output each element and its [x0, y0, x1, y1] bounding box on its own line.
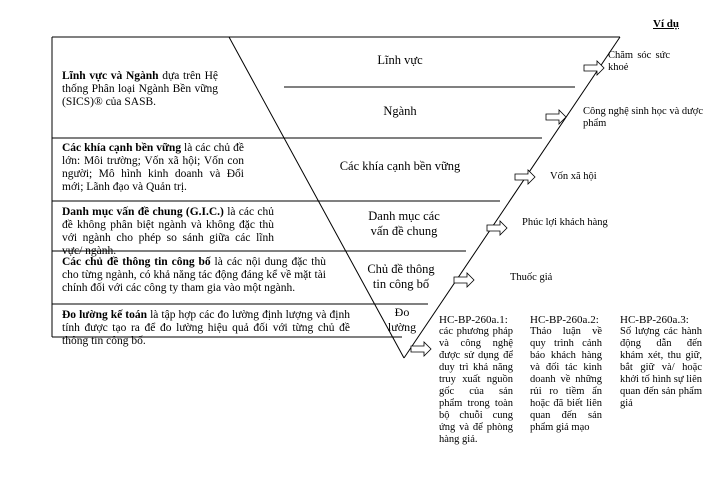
- metric-3-code: HC-BP-260a.3:: [620, 314, 689, 326]
- level-metrics: Đo lường: [387, 305, 417, 334]
- example-disclosure-topic: Thuốc giả: [510, 272, 553, 283]
- metric-2-code: HC-BP-260a.2:: [530, 314, 599, 326]
- level-sustainability-dimensions: Các khía cạnh bền vững: [339, 159, 461, 173]
- desc-sustainability-dimensions-bold: Các khía cạnh bền vững: [62, 142, 182, 154]
- desc-sector-industry-text: dựa trên Hệ thống Phân loại Ngành Bền vững (SICS)® của SASB.: [62, 70, 218, 108]
- metric-3: [620, 314, 702, 410]
- arrow-5: [454, 273, 474, 287]
- desc-accounting-metrics-text: là tập hợp các đo lường định lượng và định tính được tạo ra để đo lường hiệu quả đối với từng chủ đề thông tin công bố.: [62, 309, 350, 347]
- arrow-1: [584, 61, 604, 75]
- level-disclosure-topics: Chủ đề thông tin công bố: [367, 262, 435, 291]
- metric-1-code: HC-BP-260a.1:: [439, 314, 508, 326]
- desc-general-issues-text: là các chủ đề không phân biệt ngành và không đặc thù với ngành cho phép so sánh giữa các lĩnh vực/ ngành.: [62, 206, 275, 257]
- desc-general-issues: [62, 206, 274, 258]
- desc-sustainability-dimensions-text: là các chủ đề lớn: Môi trường; Vốn xã hội; Vốn con người; Mô hình kinh doanh và Đổi mới; Lãnh đạo và Quản trị.: [62, 142, 244, 193]
- metric-1: [439, 314, 513, 446]
- example-industry: Công nghệ sinh học và dược phẩm: [583, 106, 704, 129]
- example-general-issue: Phúc lợi khách hàng: [522, 217, 608, 228]
- example-sustainability-dimension: Vốn xã hội: [550, 171, 597, 182]
- desc-accounting-metrics: [62, 309, 350, 348]
- desc-disclosure-topics-text: là các nội dung đặc thù cho từng ngành, có khả năng tác động đáng kể về mặt tài chính đối với các công ty tham gia vào một ngành.: [62, 256, 326, 294]
- desc-sector-industry-bold: Lĩnh vực và Ngành: [62, 70, 159, 82]
- desc-disclosure-topics: [62, 256, 326, 295]
- desc-general-issues-bold: Danh mục vấn đề chung (G.I.C.): [62, 206, 224, 218]
- example-header: Ví dụ: [653, 18, 679, 30]
- metric-1-text: các phương pháp và công nghệ được sử dụng để duy trì khả năng truy xuất nguồn gốc của sản phẩm trong toàn bộ chuỗi cung ứng và để phòng hàng giả.: [439, 326, 513, 445]
- desc-accounting-metrics-bold: Đo lường kế toán: [62, 309, 148, 321]
- desc-sector-industry: [62, 70, 218, 109]
- level-industry: Ngành: [383, 104, 417, 118]
- metric-2-text: Thảo luận về quy trình cảnh báo khách hàng và đối tác kinh doanh về những rủi ro tiềm ẩn hoặc đã biết liên quan đến sản phẩm giả mạo: [530, 326, 602, 433]
- desc-disclosure-topics-bold: Các chủ đề thông tin công bố: [62, 256, 211, 268]
- level-sector: Lĩnh vực: [377, 53, 423, 67]
- arrow-3: [515, 170, 535, 184]
- level-general-issues: Danh mục các vấn đề chung: [368, 209, 440, 238]
- example-sector: Chăm sóc sức khoẻ: [608, 50, 670, 73]
- desc-sustainability-dimensions: [62, 142, 244, 194]
- arrow-6: [411, 342, 431, 356]
- metric-3-text: Số lượng các hành động dẫn đến khám xét, thu giữ, bắt giữ và/ hoặc khởi tố hình sự liên quan đến sản phẩm giả: [620, 326, 702, 409]
- metric-2: [530, 314, 602, 434]
- arrow-4: [487, 221, 507, 235]
- triangle-right-edge: [404, 37, 620, 358]
